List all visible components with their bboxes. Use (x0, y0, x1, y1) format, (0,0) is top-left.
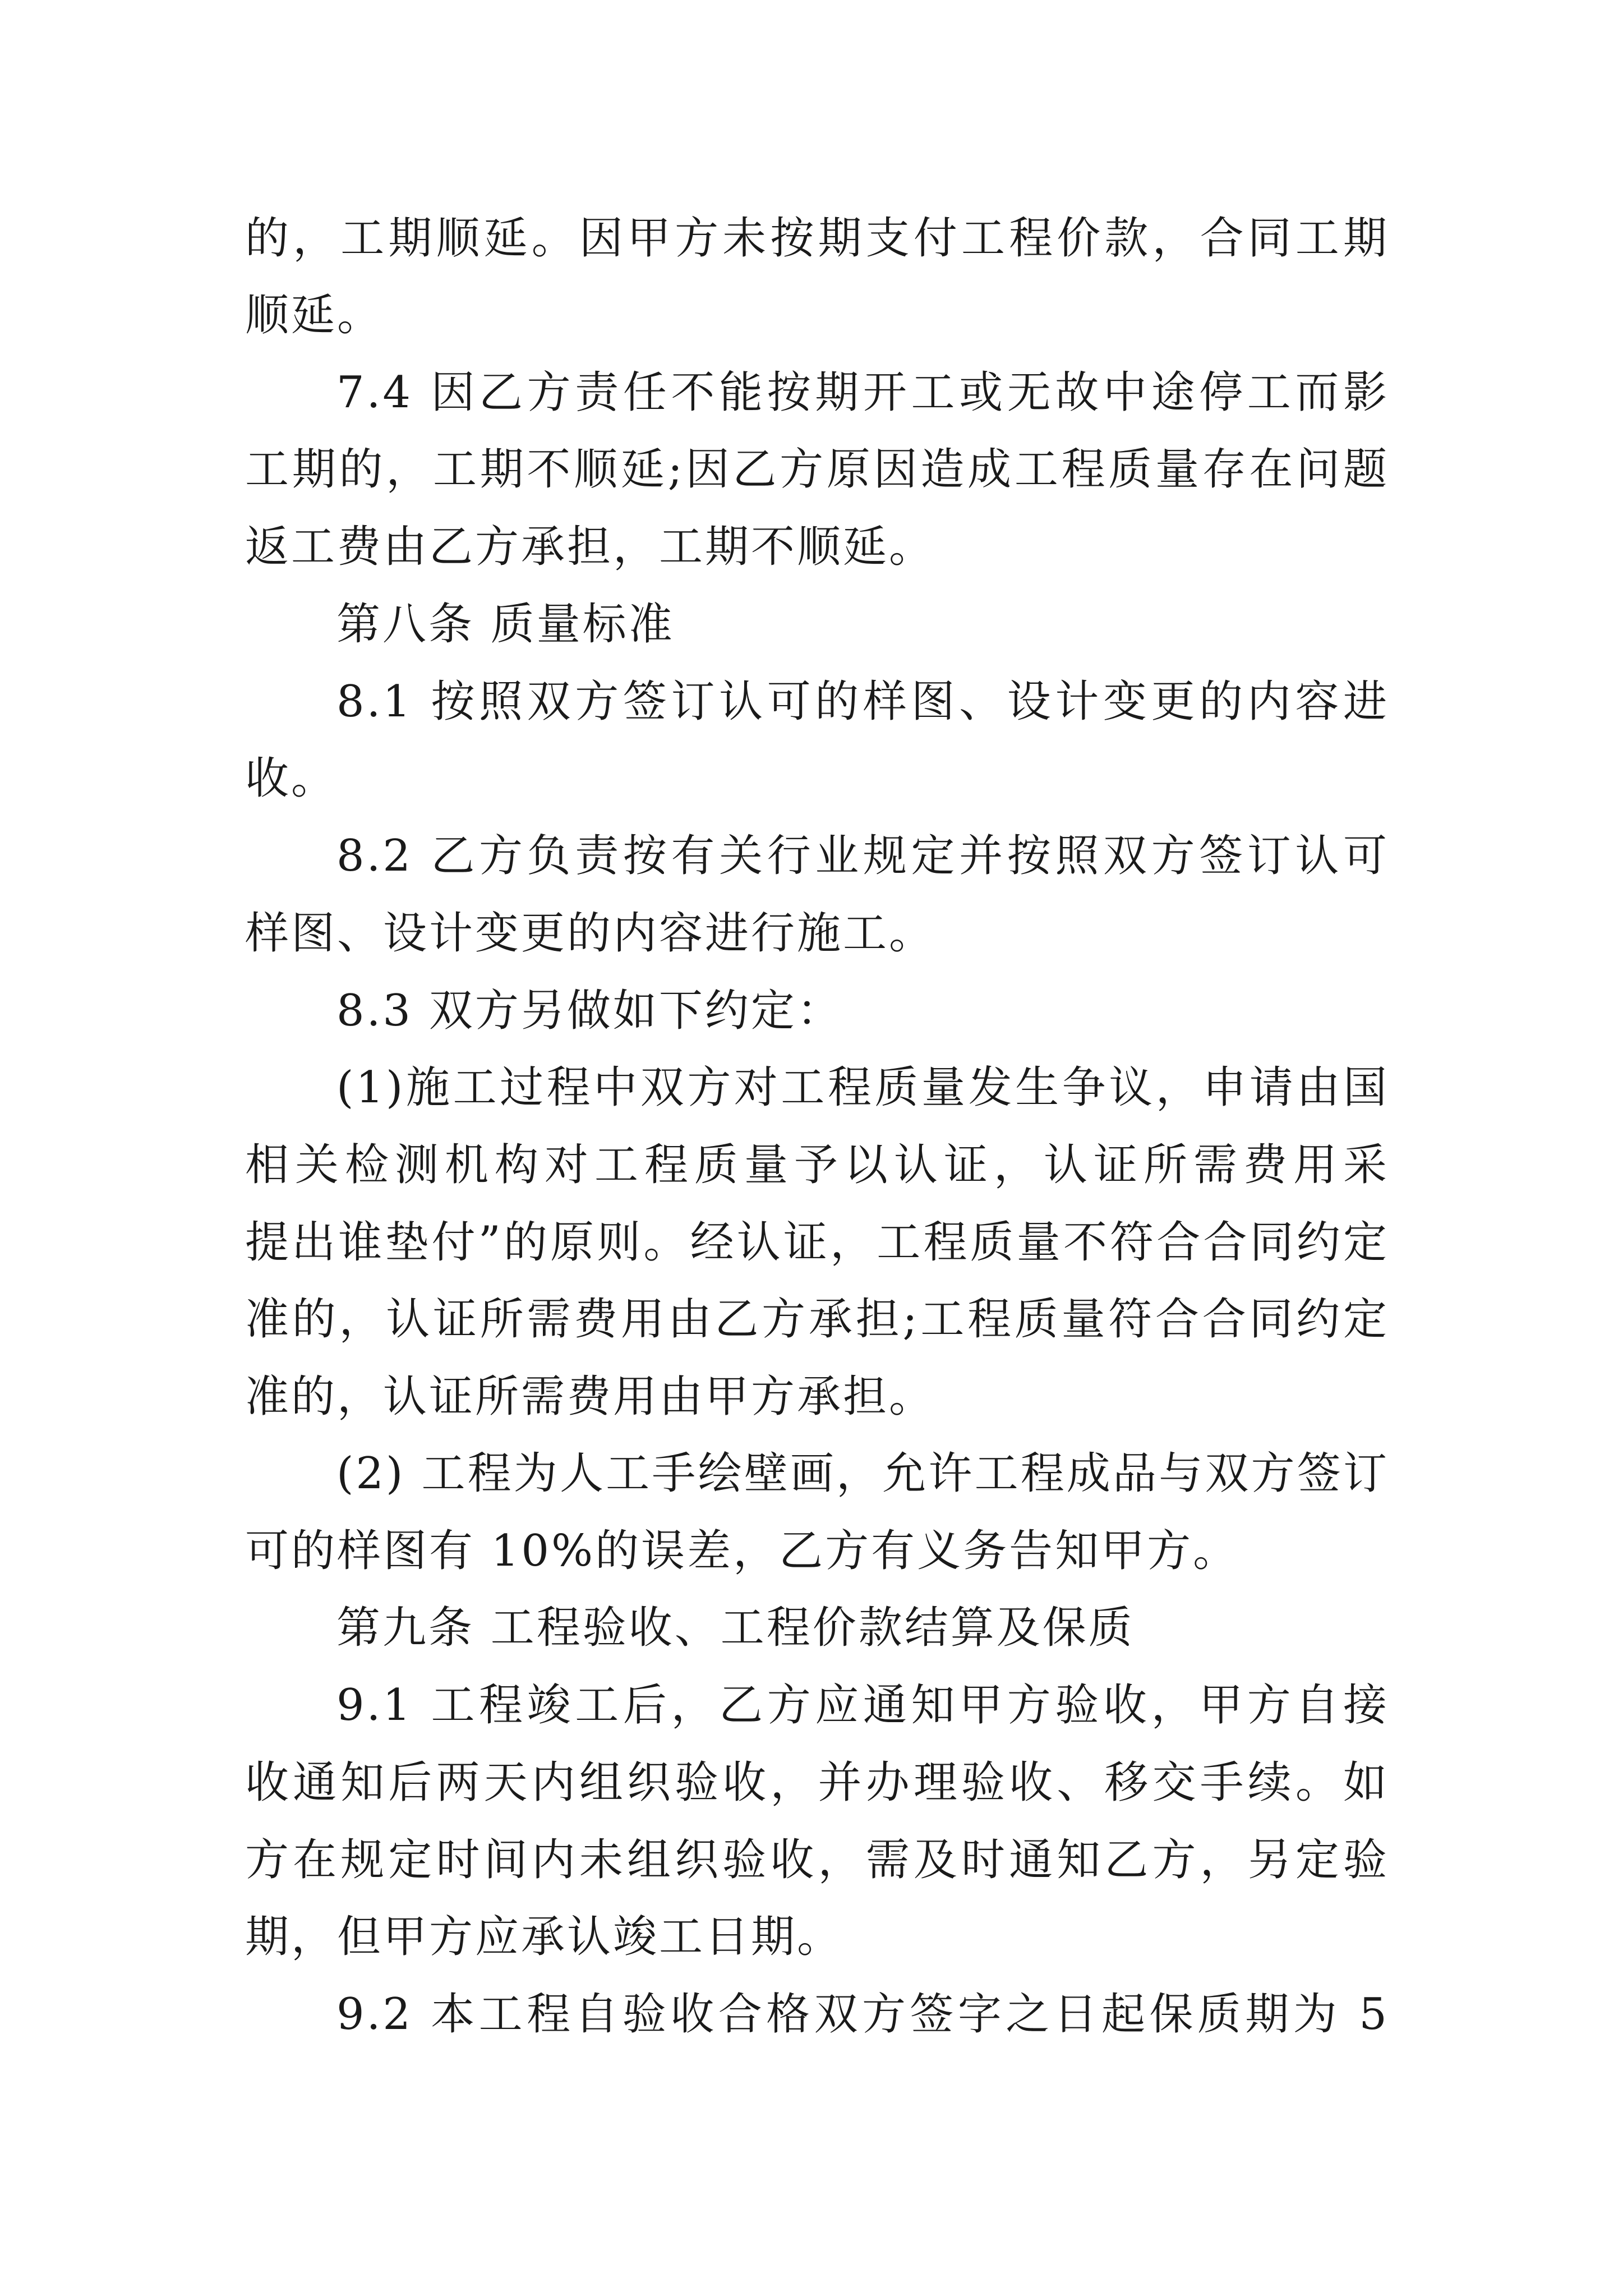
text-line: 9.2 本工程自验收合格双方签字之日起保质期为 5 (336, 1989, 1389, 2040)
text-line: 收通知后两天内组织验收，并办理验收、移交手续。如 (245, 1757, 1389, 1808)
section-heading: 第九条 工程验收、工程价款结算及保质 (336, 1603, 1135, 1653)
text-line: 可的样图有 10%的误差，乙方有义务告知甲方。 (245, 1526, 1239, 1576)
text-line: 准的，认证所需费用由乙方承担;工程质量符合合同约定 (245, 1294, 1389, 1345)
text-line: 8.3 双方另做如下约定： (336, 986, 843, 1036)
text-line: 方在规定时间内未组织验收，需及时通知乙方，另定验 (245, 1835, 1389, 1885)
text-line: 收。 (245, 753, 338, 804)
text-line: 7.4 因乙方责任不能按期开工或无故中途停工而影 (336, 367, 1389, 418)
text-line: 准的，认证所需费用由甲方承担。 (245, 1372, 935, 1422)
text-line: 8.2 乙方负责按有关行业规定并按照双方签订认可 (336, 831, 1389, 881)
text-line: 提出谁垫付”的原则。经认证，工程质量不符合合同约定 (245, 1217, 1389, 1268)
text-line: 样图、设计变更的内容进行施工。 (245, 908, 935, 959)
text-line: 工期的，工期不顺延;因乙方原因造成工程质量存在问题 (245, 444, 1389, 495)
text-line: 9.1 工程竣工后，乙方应通知甲方验收，甲方自接 (336, 1680, 1389, 1731)
text-line: 8.1 按照双方签订认可的样图、设计变更的内容进 (336, 677, 1389, 727)
section-heading: 第八条 质量标准 (336, 599, 675, 650)
text-line: 顺延。 (245, 290, 384, 341)
text-line: (2) 工程为人工手绘壁画，允许工程成品与双方签订 (336, 1448, 1389, 1499)
text-line: 期，但甲方应承认竣工日期。 (245, 1912, 843, 1962)
text-line: 返工费由乙方承担，工期不顺延。 (245, 522, 935, 572)
text-line: 相关检测机构对工程质量予以认证，认证所需费用采 (245, 1140, 1389, 1190)
text-line: 的，工期顺延。因甲方未按期支付工程价款，合同工期 (245, 213, 1389, 264)
text-line: (1)施工过程中双方对工程质量发生争议，申请由国 (336, 1062, 1389, 1113)
